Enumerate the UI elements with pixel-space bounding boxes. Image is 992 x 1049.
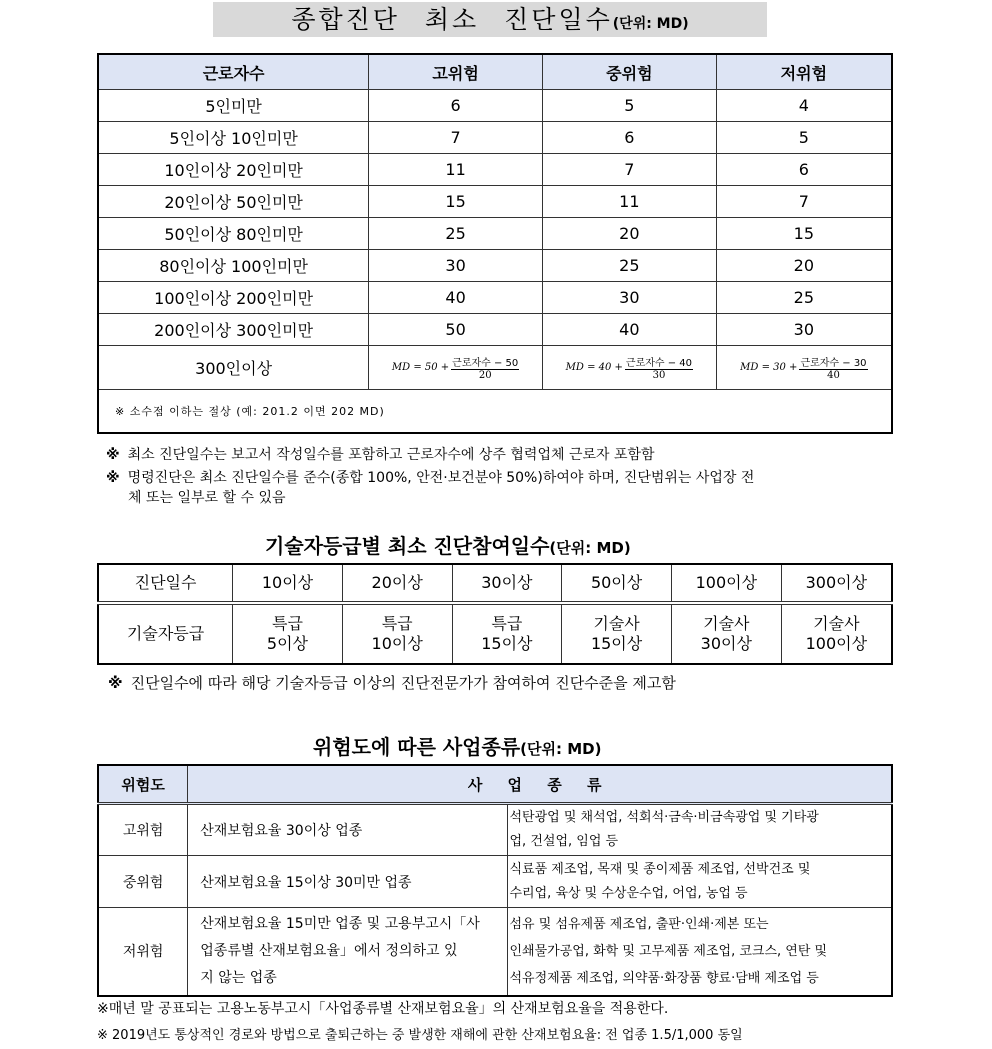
note-text: 명령진단은 최소 진단일수를 준수(종합 100%, 안전·보건분야 50%)하여야 하며, 진단범위는 사업장 전 (127, 470, 755, 486)
md-formula (566, 354, 693, 381)
formula-row (98, 346, 892, 390)
table-cell: 10이상 (233, 564, 343, 603)
grade-years: 15이상 (481, 634, 533, 653)
grade-years: 30이상 (700, 634, 752, 653)
risk-level-cell: 중위험 (98, 856, 188, 908)
industries-cell (507, 908, 892, 996)
table-row (98, 122, 892, 154)
criteria-line: 지 않는 업종 (200, 969, 277, 986)
table-cell: 15 (369, 186, 543, 218)
note-line (108, 674, 676, 692)
grade-name: 특급 (491, 614, 523, 633)
risk-level-cell: 저위험 (98, 908, 188, 996)
note-text: 체 또는 일부로 할 수 있음 (128, 490, 286, 506)
criteria-line: 업종류별 산재보험요율」에서 정의하고 있 (200, 942, 458, 959)
criteria-line: 산재보험요율 15이상 30미만 업종 (200, 874, 412, 891)
formula-numerator: 근로자수 − 50 (451, 354, 519, 370)
grade-years: 100이상 (805, 634, 868, 653)
grade-years: 15이상 (590, 634, 643, 653)
note-line (106, 446, 655, 464)
table-cell: 15 (716, 218, 892, 250)
table-cell: 40 (369, 282, 543, 314)
table-cell: 7 (716, 186, 892, 218)
industry-line: 수리업, 육상 및 수상운수업, 어업, 농업 등 (509, 885, 748, 901)
header-cell: 고위험 (369, 54, 543, 90)
criteria-cell (188, 804, 507, 856)
table-cell (562, 603, 672, 664)
table-row (98, 603, 892, 664)
table-cell (233, 603, 343, 664)
table-cell: 20 (542, 218, 716, 250)
industry-line: 업, 건설업, 임업 등 (509, 834, 619, 849)
formula-denominator: 30 (652, 370, 666, 381)
formula-denominator: 40 (827, 370, 840, 381)
table-cell: 11 (542, 186, 716, 218)
risk-level-cell: 고위험 (98, 804, 188, 856)
note-mark: ※ (106, 447, 120, 463)
industry-line: 섬유 및 섬유제품 제조업, 출판·인쇄·제본 또는 (509, 916, 769, 932)
table-cell: 5 (542, 90, 716, 122)
title1-main: 종합진단 최소 진단일수 (291, 5, 613, 34)
table-row (98, 804, 892, 856)
min-diagnosis-days-table (97, 53, 893, 434)
criteria-cell (188, 908, 507, 996)
table-row (98, 282, 892, 314)
header-cell: 사 업 종 류 (188, 765, 892, 804)
table-cell: 기술자등급 (98, 603, 233, 664)
table-cell: 5인이상 10인미만 (98, 122, 369, 154)
title1-unit: (단위: MD) (612, 16, 689, 32)
table-row (98, 314, 892, 346)
formula-denominator: 20 (478, 370, 492, 381)
table-cell: 50인이상 80인미만 (98, 218, 369, 250)
table-cell: 25 (716, 282, 892, 314)
formula-numerator: 근로자수 − 40 (625, 354, 693, 370)
grade-years: 10이상 (371, 634, 423, 653)
table-cell: 5인미만 (98, 90, 369, 122)
title2-main: 기술자등급별 최소 진단참여일수 (265, 534, 550, 558)
note-line (106, 469, 754, 487)
table-cell (452, 603, 562, 664)
table-cell (781, 603, 892, 664)
table-row (98, 218, 892, 250)
table-cell: 7 (369, 122, 543, 154)
table-cell: 6 (542, 122, 716, 154)
formula-fraction (799, 354, 867, 381)
formula-lhs: MD = 40 + (565, 362, 623, 373)
table-cell: 300이상 (781, 564, 892, 603)
table-cell: 11 (369, 154, 543, 186)
table-cell: 50 (369, 314, 543, 346)
note-text: 최소 진단일수는 보고서 작성일수를 포함하고 근로자수에 상주 협력업체 근로자 포함함 (127, 447, 655, 463)
table-cell: 30 (542, 282, 716, 314)
table-cell: 30이상 (452, 564, 562, 603)
formula-cell (369, 346, 543, 390)
note-mark: ※ (106, 470, 120, 486)
table-cell: 200인이상 300인미만 (98, 314, 369, 346)
table-cell: 진단일수 (98, 564, 233, 603)
table-cell: 10인이상 20인미만 (98, 154, 369, 186)
table-cell: 25 (542, 250, 716, 282)
title3-main: 위험도에 따른 사업종류 (313, 735, 521, 759)
table-cell: 20인이상 50인미만 (98, 186, 369, 218)
title3-unit: (단위: MD) (520, 740, 602, 758)
header-cell: 저위험 (716, 54, 892, 90)
note-mark: ※ (108, 674, 123, 692)
header-cell: 근로자수 (98, 54, 369, 90)
table-cell (671, 603, 781, 664)
industry-line: 석탄광업 및 채석업, 석회석·금속·비금속광업 및 기타광 (509, 810, 819, 825)
footnote: ※매년 말 공표되는 고용노동부고시「사업종류별 산재보험요율」의 산재보험요율을 적용한다. (97, 1001, 669, 1017)
grade-name: 기술사 (703, 614, 750, 633)
md-formula (392, 354, 519, 381)
table-cell: 30 (716, 314, 892, 346)
table-cell: 5 (716, 122, 892, 154)
table-cell: 50이상 (562, 564, 672, 603)
footnote: ※ 2019년도 통상적인 경로와 방법으로 출퇴근하는 중 발생한 재해에 관한 산재보험요율: 전 업종 1.5/1,000 동일 (97, 1028, 743, 1043)
grade-name: 특급 (272, 614, 303, 633)
table-row (98, 186, 892, 218)
table-row (98, 564, 892, 603)
industry-risk-table (97, 764, 893, 997)
title-min-diagnosis-days (213, 2, 767, 37)
formula-cell (716, 346, 892, 390)
formula-fraction (625, 354, 693, 381)
table-row (98, 250, 892, 282)
industry-line: 식료품 제조업, 목재 및 종이제품 제조업, 선박건조 및 (509, 861, 811, 877)
table-cell: 300인이상 (98, 346, 369, 390)
table-cell: 80인이상 100인미만 (98, 250, 369, 282)
md-formula (740, 354, 867, 381)
criteria-line: 산재보험요율 15미만 업종 및 고용부고시「사 (200, 915, 480, 932)
industries-cell (507, 804, 892, 856)
formula-lhs: MD = 30 + (740, 362, 798, 373)
title2-unit: (단위: MD) (549, 539, 631, 557)
formula-fraction (451, 354, 519, 381)
table-cell: 7 (542, 154, 716, 186)
table-cell: 40 (542, 314, 716, 346)
table-cell: 30 (369, 250, 543, 282)
table-cell: 6 (369, 90, 543, 122)
formula-lhs: MD = 50 + (391, 362, 450, 373)
industry-line: 석유정제품 제조업, 의약품·화장품 향료·담배 제조업 등 (509, 970, 819, 986)
header-cell: 위험도 (98, 765, 188, 804)
table-note-row (98, 390, 892, 434)
grade-name: 특급 (381, 614, 413, 633)
note-text: 진단일수에 따라 해당 기술자등급 이상의 진단전문가가 참여하여 진단수준을 제고함 (130, 674, 676, 692)
criteria-line: 산재보험요율 30이상 업종 (200, 823, 363, 839)
table-cell: 100이상 (671, 564, 781, 603)
table-row (98, 908, 892, 996)
formula-cell (542, 346, 716, 390)
table-row (98, 90, 892, 122)
table-cell: 20이상 (342, 564, 452, 603)
table-row (98, 154, 892, 186)
header-cell: 중위험 (542, 54, 716, 90)
table-cell: 4 (716, 90, 892, 122)
table-cell: 6 (716, 154, 892, 186)
formula-numerator: 근로자수 − 30 (799, 354, 867, 370)
table-header-row (98, 54, 892, 90)
table-cell (342, 603, 452, 664)
table-header-row (98, 765, 892, 804)
grade-years: 5이상 (266, 634, 309, 653)
title-technician-grade (265, 530, 631, 559)
table-row (98, 856, 892, 908)
technician-grade-table (97, 563, 893, 665)
industry-line: 인쇄물가공업, 화학 및 고무제품 제조업, 코크스, 연탄 및 (509, 943, 828, 959)
rounding-note: ※ 소수점 이하는 절상 (예: 201.2 이면 202 MD) (98, 390, 892, 434)
table-cell: 20 (716, 250, 892, 282)
grade-name: 기술사 (593, 614, 640, 633)
title-industry-by-risk (313, 731, 601, 760)
table-cell: 25 (369, 218, 543, 250)
industries-cell (507, 856, 892, 908)
grade-name: 기술사 (813, 614, 860, 633)
criteria-cell (188, 856, 507, 908)
table-cell: 100인이상 200인미만 (98, 282, 369, 314)
note-line (128, 489, 286, 507)
